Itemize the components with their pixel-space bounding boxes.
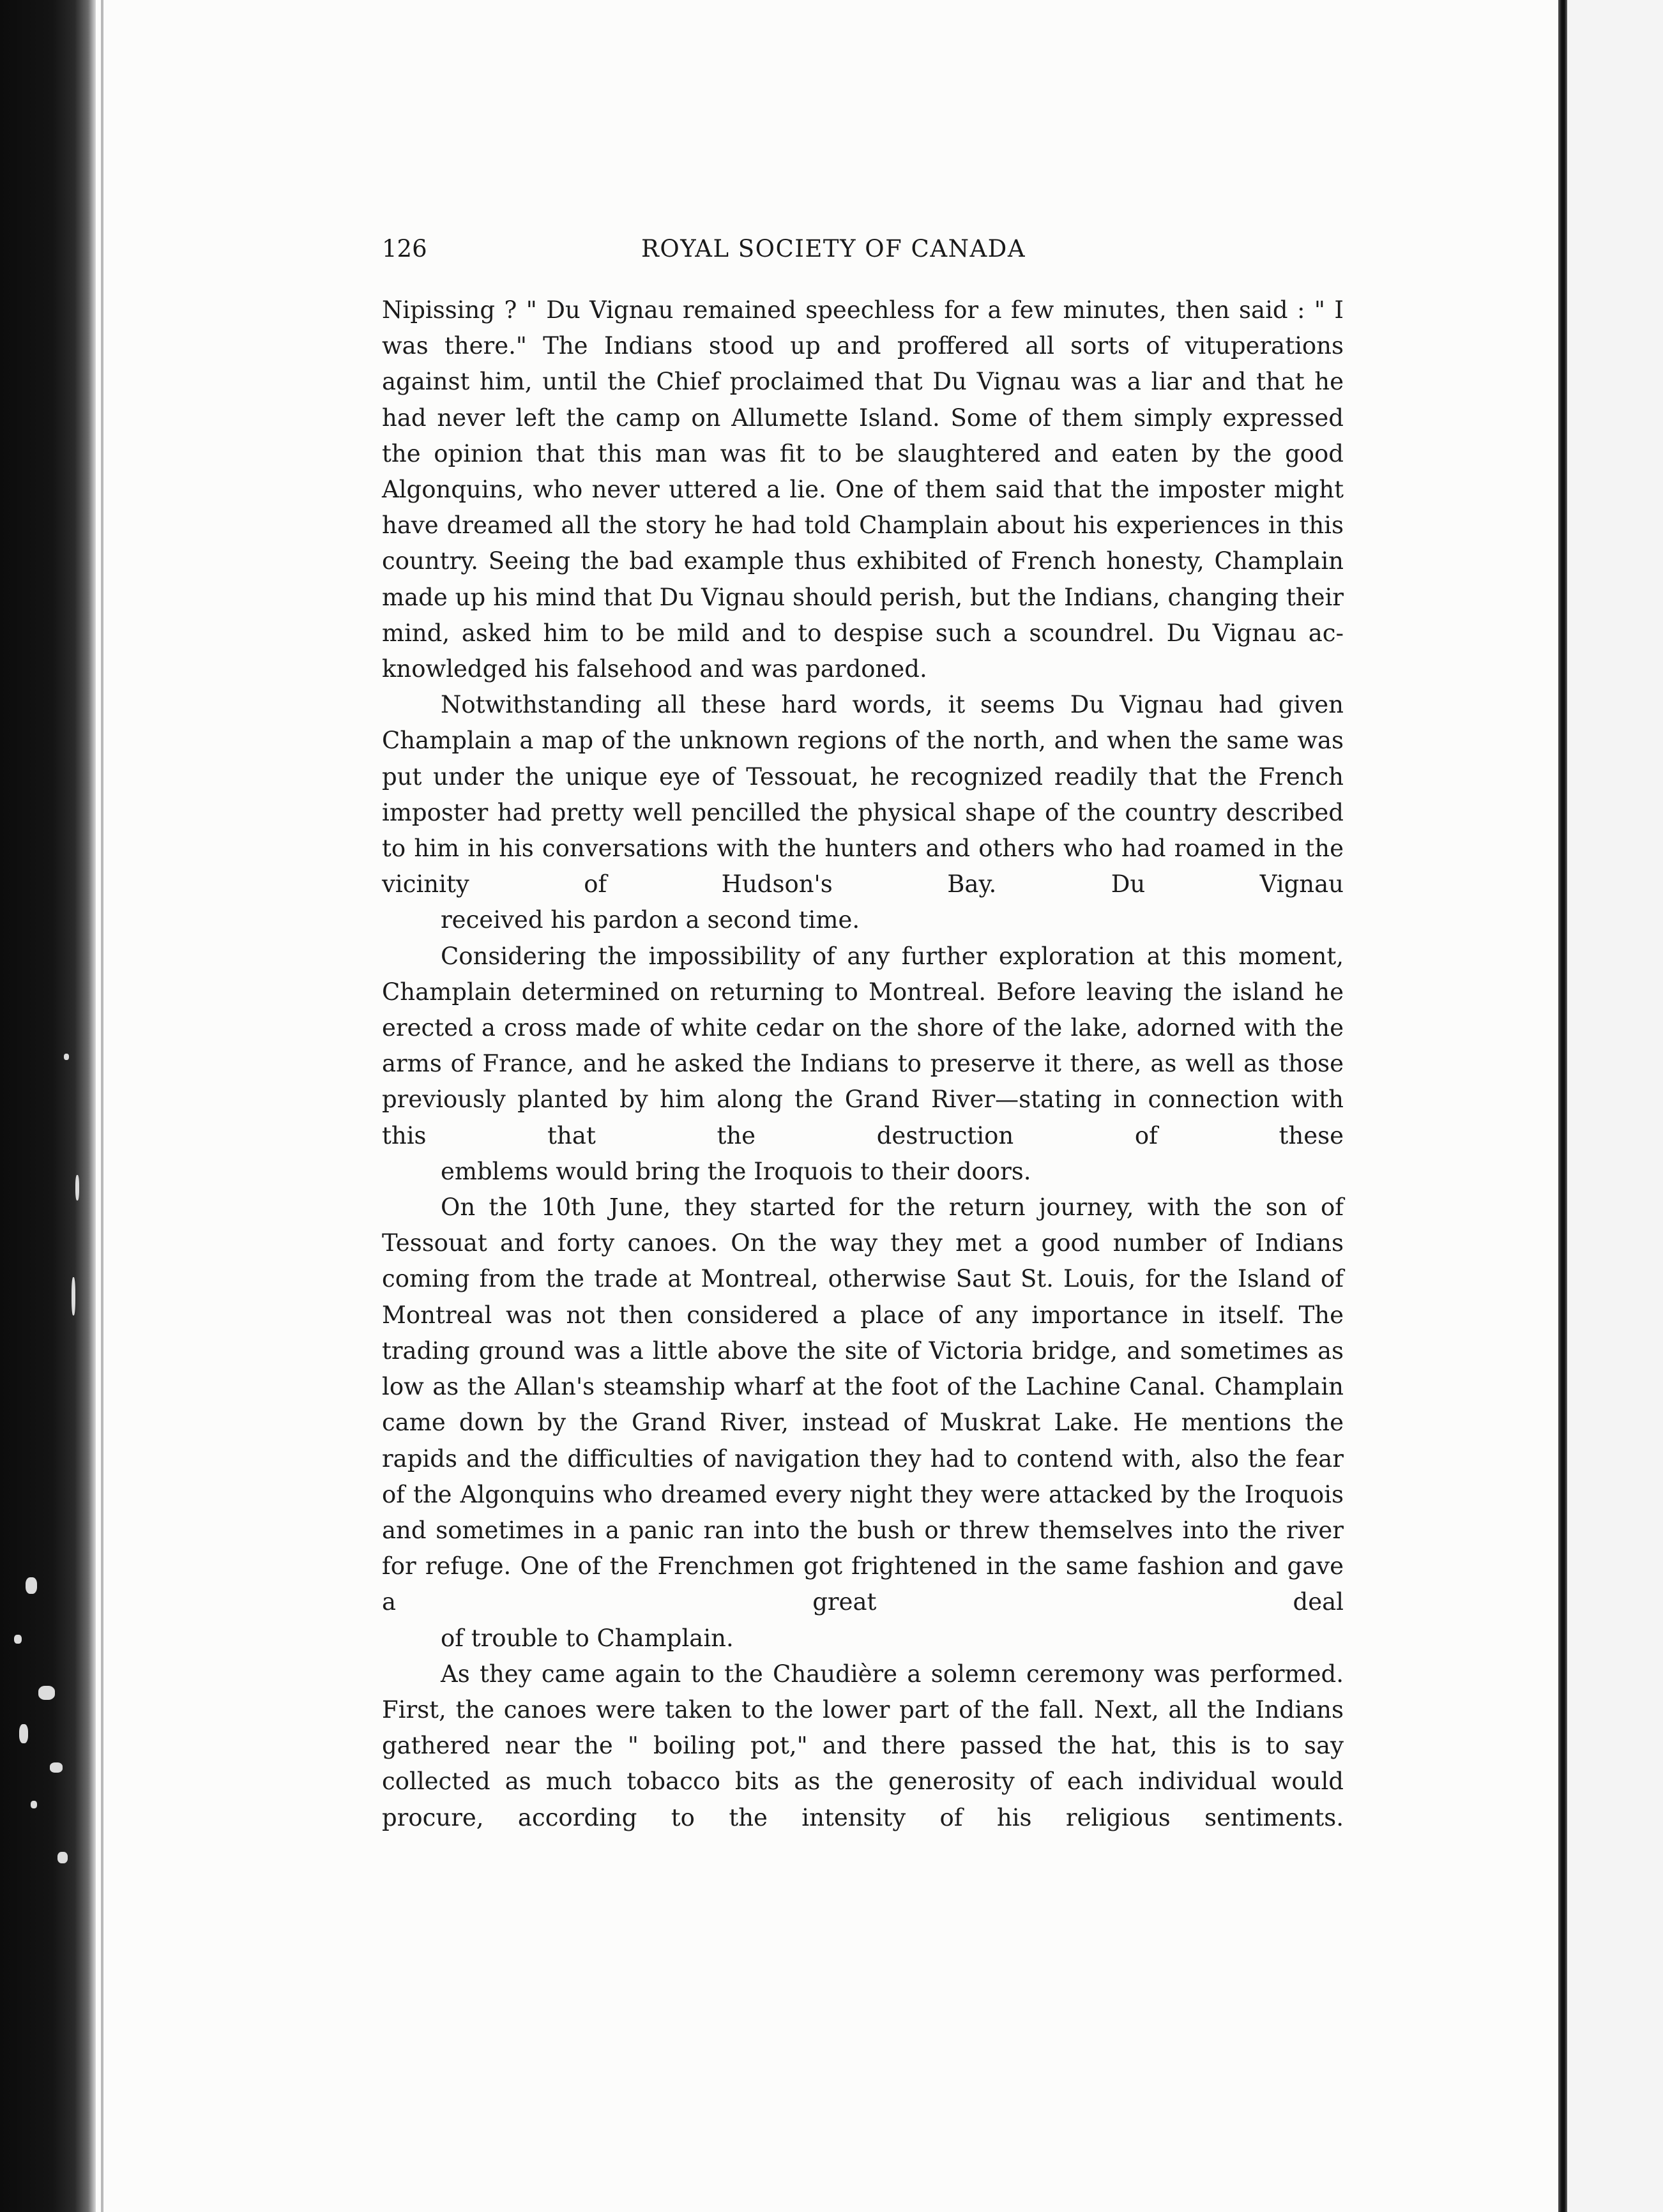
paragraph: As they came again to the Chaudière a solemn ceremony was performed. First, the canoes were taken to the lower part of the fall. Next, all the Indians gathered near the " boiling pot," and there passed the hat, this is to say collected as much tobacco bits as the generosity of each individual would procure, according to the intensity of his religious sentiments. xyxy=(382,1660,1344,1831)
paragraph: Notwithstanding all these hard words, it seems Du Vignau had given Champlain a map of the unknown regions of the north, and when the same was put under the unique eye of Tessouat, he recognized readily that the French imposter had pretty well pencilled the physical shape of the country described to him in his conversations with the hunters and others who had roamed in the vicinity of Hudson's Bay. Du Vignau received his pardon a second time. xyxy=(382,691,1344,934)
page-number: 126 xyxy=(382,235,427,262)
running-head: ROYAL SOCIETY OF CANADA xyxy=(641,235,1026,262)
book-binding-left xyxy=(0,0,96,2212)
paragraph: On the 10th June, they started for the return journey, with the son of Tessouat and forty canoes. On the way they met a good number of Indians coming from the trade at Montreal, otherwise Saut St. Louis, for the Island of Montreal was not then considered a place of any importance in itself. The trading ground was a little above the site of Victoria bridge, and sometimes as low as the Allan's steamship wharf at the foot of the Lachine Canal. Champlain came down by the Grand River, instead of Muskrat Lake. He mentions the rapids and the difficulties of navigation they had to contend with, also the fear of the Algonquins who dreamed every night they were attacked by the Iroquois and sometimes in a panic ran into the bush or threw themselves into the river for refuge. One of the Frenchmen got frightened in the same fashion and gave a great deal of trouble to Champlain. xyxy=(382,1193,1344,1652)
page-edge-line xyxy=(101,0,103,2212)
body-text xyxy=(382,292,1344,1836)
paragraph: Nipissing ? " Du Vignau remained speechless for a few minutes, then said : " I was there." The Indians stood up and proffered all sorts of vituperations against him, until the Chief proclaimed that Du Vignau was a liar and that he had never left the camp on Allumette Island. Some of them simply expressed the opinion that this man was fit to be slaughtered and eaten by the good Algonquins, who never uttered a lie. One of them said that the imposter might have dreamed all the story he had told Champlain about his experiences in this country. Seeing the bad example thus exhibited of French honesty, Champlain made up his mind that Du Vignau should perish, but the Indians, changing their mind, asked him to be mild and to despise such a scoundrel. Du Vignau ac- knowledged his falsehood and was pardoned. xyxy=(382,296,1344,683)
facing-page-edge xyxy=(1567,0,1663,2212)
book-binding-right xyxy=(1558,0,1567,2212)
paragraph: Considering the impossibility of any further exploration at this moment, Champlain determined on returning to Montreal. Before leaving the island he erected a cross made of white cedar on the shore of the lake, adorned with the arms of France, and he asked the Indians to preserve it there, as well as those previously planted by him along the Grand River—stating in connection with this that the destruction of these emblems would bring the Iroquois to their doors. xyxy=(382,942,1344,1185)
page-header xyxy=(382,235,1348,273)
